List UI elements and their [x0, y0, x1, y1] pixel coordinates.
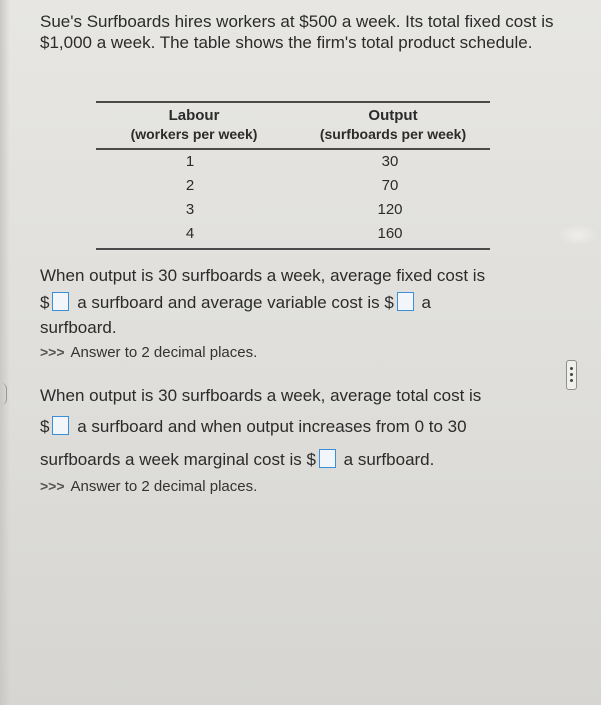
- output-cell: 70: [381, 177, 399, 194]
- glare: [558, 224, 598, 246]
- dot-icon: [570, 373, 573, 376]
- q2-line3-start: surfboards a week marginal cost is $: [40, 450, 316, 469]
- q1-line-2: [40, 292, 431, 313]
- col-output-title: Output: [368, 107, 418, 124]
- q2-line-1: When output is 30 surfboards a week, average total cost is: [40, 386, 482, 405]
- labour-cell: 3: [185, 201, 195, 218]
- q1-mid-text: a surfboard and average variable cost is $: [77, 293, 394, 312]
- dollar-sign: $: [40, 417, 50, 436]
- page-edge-shadow: [0, 0, 10, 705]
- q2-mid-text: a surfboard and when output increases from 0 to 30: [77, 417, 467, 436]
- q1-line-1: When output is 30 surfboards a week, average fixed cost is: [40, 266, 486, 285]
- intro-text: Sue's Surfboards hires workers at $500 a week. Its total fixed cost is $1,000 a week. The table shows the firm's total product schedule.: [40, 12, 554, 52]
- table-bottom-rule: [96, 248, 490, 250]
- note-1: [40, 344, 257, 361]
- output-cell: 120: [377, 201, 403, 218]
- col-labour-header: [100, 106, 288, 144]
- q1-end-text: a: [421, 293, 431, 312]
- labour-cell: 1: [185, 153, 195, 170]
- dot-icon: [570, 379, 573, 382]
- table-header-rule: [96, 148, 490, 150]
- dollar-sign: $: [40, 293, 50, 312]
- col-output-subtitle: (surfboards per week): [319, 126, 467, 142]
- prompt-icon: >>>: [40, 478, 65, 494]
- output-cell: 30: [381, 153, 399, 170]
- table-top-rule: [96, 101, 490, 103]
- q2-line-3: [40, 449, 434, 470]
- labour-cell: 2: [185, 177, 195, 194]
- q2-line-2: [40, 416, 467, 437]
- note-2-text: Answer to 2 decimal places.: [70, 478, 258, 495]
- col-labour-subtitle: (workers per week): [130, 126, 258, 142]
- atc-answer-input[interactable]: [52, 416, 69, 435]
- scroll-handle-icon[interactable]: [566, 360, 577, 390]
- note-1-text: Answer to 2 decimal places.: [70, 344, 258, 361]
- col-labour-title: Labour: [168, 107, 220, 124]
- note-2: [40, 478, 257, 495]
- dot-icon: [570, 367, 573, 370]
- prompt-icon: >>>: [40, 344, 65, 360]
- q2-line3-end: a surfboard.: [343, 450, 435, 469]
- left-margin-marker: [0, 383, 7, 405]
- col-output-header: [296, 106, 490, 144]
- mc-answer-input[interactable]: [319, 449, 336, 468]
- afc-answer-input[interactable]: [52, 292, 69, 311]
- avc-answer-input[interactable]: [397, 292, 414, 311]
- labour-cell: 4: [185, 225, 195, 242]
- output-cell: 160: [377, 225, 403, 242]
- q1-line-3: surfboard.: [40, 318, 117, 337]
